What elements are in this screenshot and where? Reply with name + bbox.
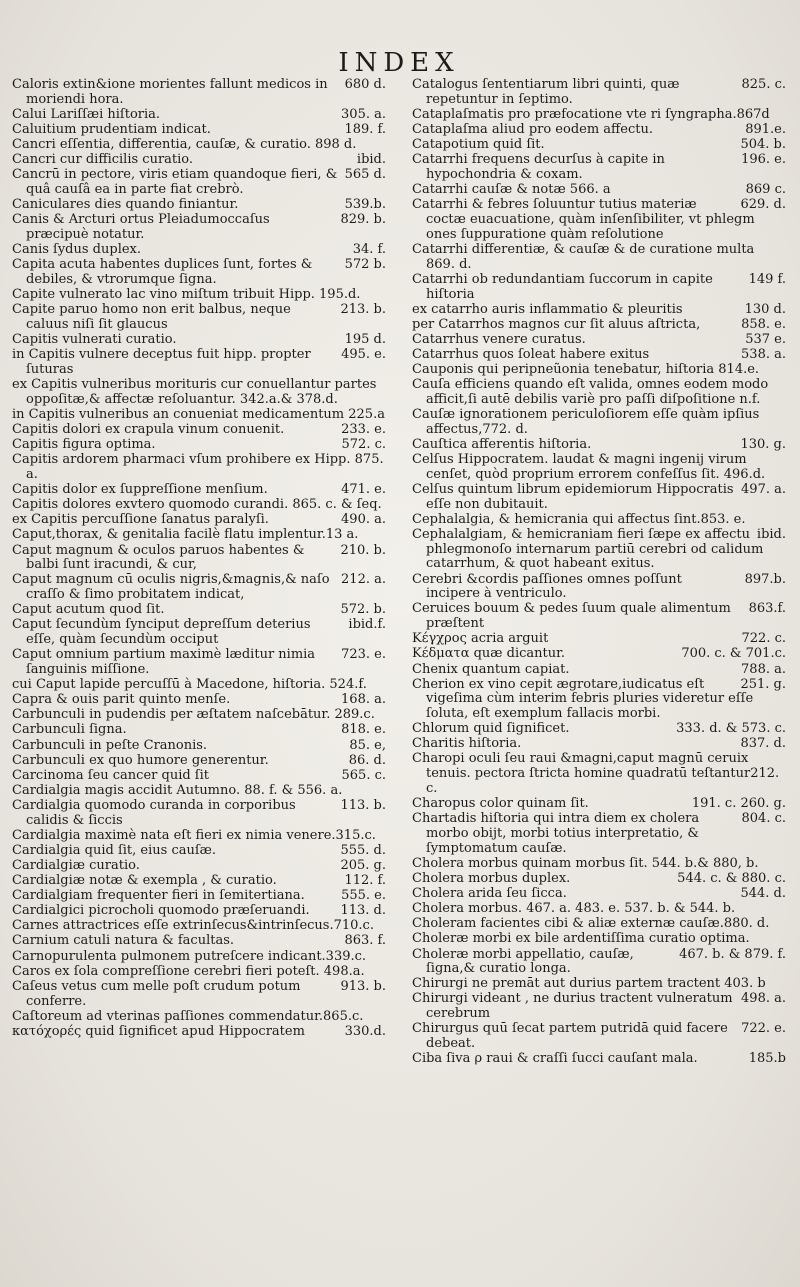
index-entry — [12, 108, 386, 123]
index-entry — [12, 513, 386, 528]
index-entry-text: Catarrhi ob redundantiam ſuccorum in capite hiſtoria — [412, 271, 713, 302]
index-entry — [412, 632, 786, 647]
index-entry-text: Charopus color quinam ſit. — [412, 796, 589, 812]
index-entry-text: Choleræ morbi appellatio, cauſæ, ſigna,& curatio longa. — [412, 946, 634, 977]
index-entry-text: Catarrhi & febres ſoluuntur tutius materiæ coctæ euacuatione, quàm inſenſibiliter, vt phlegm ones ſuppuratione quàm reſolutione — [412, 197, 755, 242]
index-entry-text: Capitis vulnerati curatio. — [12, 332, 177, 348]
index-columns — [12, 78, 786, 1067]
index-entry-text: Capitis ardorem pharmaci vſum prohibere ex Hipp. 875. a. — [12, 452, 384, 483]
index-entry-text: Κέγχρος acria arguit — [412, 631, 549, 647]
index-entry-text: Catapotium quid ſit. — [412, 137, 545, 153]
index-entry-reference: 305. a. — [341, 106, 386, 122]
index-entry-reference: 113. d. — [340, 903, 386, 919]
index-entry — [12, 288, 386, 303]
index-entry — [412, 917, 786, 932]
index-entry — [412, 408, 786, 438]
index-entry-reference: 722. e. — [741, 1021, 786, 1037]
index-entry-text: Caluitium prudentiam indicat. — [12, 121, 211, 137]
index-entry-reference: 891.e. — [745, 121, 786, 137]
index-entry-text: Catarrhi cauſæ & notæ 566. a — [412, 182, 611, 198]
index-entry — [412, 453, 786, 483]
index-entry — [12, 708, 386, 723]
index-entry-reference: 85. e, — [349, 737, 386, 753]
index-entry-text: Cauſtica afferentis hiſtoria. — [412, 436, 592, 452]
index-entry-reference: 565. c. — [341, 767, 386, 783]
index-entry-text: Catarrhi frequens decurſus à capite in hypochondria & coxam. — [412, 152, 665, 182]
index-entry-text: Κέδματα quæ dicantur. — [412, 646, 566, 662]
index-entry — [12, 378, 386, 408]
index-entry-text: Cataplaſmatis pro præfocatione vte ri ſyngrapha.867d — [412, 106, 770, 122]
index-entry — [12, 258, 386, 288]
page-title: INDEX — [338, 48, 460, 78]
index-entry-text: Cardialgiæ curatio. — [12, 858, 140, 874]
index-entry-text: Catarrhus venere curatus. — [412, 331, 586, 347]
index-entry-text: Catarrhus quos ſoleat habere exitus — [412, 346, 650, 362]
index-entry — [412, 678, 786, 722]
index-entry — [412, 273, 786, 303]
index-entry-text: Cholera morbus quinam morbus ſit. 544. b.& 880, b. — [412, 855, 759, 871]
index-entry-text: Cataplaſma aliud pro eodem affectu. — [412, 121, 653, 137]
index-entry — [12, 123, 386, 138]
index-entry-text: Choleram facientes cibi & aliæ externæ cauſæ.880. d. — [412, 916, 770, 932]
index-entry — [12, 648, 386, 678]
index-entry-reference: 680 d. — [344, 77, 386, 92]
index-entry-reference: 913. b. — [340, 978, 386, 994]
index-entry — [12, 198, 386, 213]
index-entry-text: Chenix quantum capiat. — [412, 661, 570, 677]
index-entry-text: Ceruices bouum & pedes ſuum quale alimentum præſtent — [412, 601, 731, 632]
index-entry-reference: 467. b. & 879. f. — [679, 946, 786, 962]
index-entry-text: ex Capitis percuſſione ſanatus paralyſi. — [12, 512, 269, 528]
index-entry-text: ex Capitis vulneribus morituris cur conuellantur partes oppoſitæ,& affectæ reſoluantur. 342.a.& 378.d. — [12, 377, 377, 407]
index-entry-reference: 700. c. & 701.c. — [681, 646, 786, 662]
index-entry-text: Chlorum quid ſignificet. — [412, 721, 570, 737]
index-entry-text: Cerebri &cordis paſſiones omnes poſſunt incipere à ventriculo. — [412, 571, 682, 602]
index-entry-text: Cardialgia maximè nata eſt fieri ex nimia venere.315.c. — [12, 827, 376, 843]
index-entry — [12, 138, 386, 153]
index-entry — [412, 977, 786, 992]
index-entry — [12, 573, 386, 603]
index-entry — [12, 153, 386, 168]
index-entry-text: Chartadis hiſtoria qui intra diem ex cholera morbo obijt, morbi totius interpretatio, & ſymptomatum cauſæ. — [412, 811, 700, 856]
index-entry-text: Cardialgia magis accidit Autumno. 88. f. & 556. a. — [12, 782, 343, 798]
index-entry-reference: 233. e. — [341, 422, 386, 438]
index-entry-text: Capitis dolor ex ſuppreſſione menſium. — [12, 482, 268, 498]
index-entry-text: Cholera morbus. 467. a. 483. e. 537. b. & 544. b. — [412, 901, 736, 917]
index-entry — [12, 723, 386, 738]
index-entry-reference: 863. f. — [344, 933, 386, 949]
index-column-left — [12, 78, 386, 1067]
index-entry-text: Cephalalgiam, & hemicraniam fieri ſæpe ex affectu phlegmonoſo internarum partiū cerebri od calidum catarrhum, & quot habeant exitus. — [412, 526, 764, 572]
index-entry-text: Cardialgici picrocholi quomodo præſeruandi. — [12, 903, 310, 919]
index-entry-reference: 897.b. — [744, 571, 786, 587]
index-entry-reference: 205. g. — [340, 858, 386, 874]
index-entry-reference: 495. e. — [341, 347, 386, 363]
index-entry-reference: 544. d. — [740, 886, 786, 902]
index-entry-text: Calui Lariſſæi hiſtoria. — [12, 106, 161, 122]
index-entry-text: Choleræ morbi ex bile ardentiſſima curatio optima. — [412, 931, 750, 947]
index-entry-text: Cardialgiam frequenter fieri in ſemitertiana. — [12, 888, 305, 904]
index-entry-text: Caſtoreum ad vterinas paſſiones commendatur.865.c. — [12, 1008, 364, 1024]
index-entry — [12, 423, 386, 438]
index-entry-text: Ciba ſiva ρ raui & craſſi ſucci cauſant mala. — [412, 1051, 698, 1067]
index-entry — [12, 889, 386, 904]
index-entry-text: Carnes attractrices eſſe extrinſecus&intrinſecus.710.c. — [12, 918, 374, 934]
index-entry — [412, 198, 786, 242]
index-entry-text: Caput omnium partium maximè læditur nimia ſanguinis miſſione. — [12, 647, 316, 678]
index-entry-text: Capra & ouis parit quinto menſe. — [12, 692, 231, 708]
index-entry — [412, 932, 786, 947]
index-entry-text: κατόχορές quid ſignificet apud Hippocratem — [12, 1023, 305, 1039]
index-entry-text: Carbunculi ex quo humore generentur. — [12, 752, 269, 768]
index-entry-reference: 825. c. — [741, 77, 786, 92]
index-entry-text: Celſus quintum librum epidemiorum Hippocratis eſſe non dubitauit. — [412, 481, 734, 512]
index-entry-reference: 168. a. — [341, 692, 386, 708]
index-entry — [12, 754, 386, 769]
index-entry-text: Caniculares dies quando finiantur. — [12, 197, 239, 213]
index-entry-text: Caros ex ſola compreſſione cerebri fieri poteſt. 498.a. — [12, 963, 365, 979]
index-entry-text: Capitis figura optima. — [12, 437, 156, 453]
index-entry-reference: 544. c. & 880. c. — [677, 871, 786, 887]
index-entry — [12, 784, 386, 799]
index-entry-reference: 330.d. — [344, 1023, 386, 1039]
index-entry — [412, 123, 786, 138]
index-entry-text: Capita acuta habentes duplices ſunt, fortes & debiles, & vtrorumque ſigna. — [12, 257, 313, 288]
index-entry-reference: 837. d. — [740, 736, 786, 752]
index-entry-text: Carcinoma ſeu cancer quid ſit — [12, 767, 209, 783]
index-entry-text: Carbunculi in peſte Cranonis. — [12, 737, 208, 753]
index-entry — [12, 213, 386, 243]
index-entry-reference: 251. g. — [740, 676, 786, 692]
index-entry-text: Cancri cur difficilis curatio. — [12, 152, 194, 168]
index-entry-reference: 818. e. — [341, 722, 386, 738]
index-entry-reference: 829. b. — [340, 212, 386, 228]
index-entry-reference: 86. d. — [348, 752, 386, 768]
index-entry-reference: 212. a. — [341, 572, 386, 588]
index-entry — [412, 663, 786, 678]
index-entry — [12, 528, 386, 543]
index-entry-text: per Catarrhos magnos cur ſit aluus aſtricta, — [412, 316, 701, 332]
index-entry — [412, 483, 786, 513]
index-entry — [412, 333, 786, 348]
index-entry — [12, 919, 386, 934]
index-entry — [12, 1010, 386, 1025]
index-entry-reference: 333. d. & 573. c. — [676, 721, 786, 737]
index-entry — [12, 618, 386, 648]
index-entry-text: Cardialgia quomodo curanda in corporibus calidis & ſiccis — [12, 797, 296, 828]
index-entry-text: Capite vulnerato lac vino miſtum tribuit Hipp. 195.d. — [12, 287, 361, 303]
index-entry — [412, 872, 786, 887]
index-entry — [412, 722, 786, 737]
index-entry — [412, 243, 786, 273]
index-entry-reference: 130. g. — [740, 436, 786, 452]
index-entry-text: Chirurgi ne premāt aut durius partem tractent 403. b — [412, 976, 766, 992]
index-entry — [12, 348, 386, 378]
index-entry — [12, 799, 386, 829]
index-entry — [412, 797, 786, 812]
index-entry-reference: 788. a. — [741, 661, 786, 677]
index-entry-text: Cauſæ ignorationem periculoſiorem eſſe quàm ipſius affectus,772. d. — [412, 406, 760, 437]
index-entry — [12, 844, 386, 859]
index-entry-reference: 112. f. — [344, 873, 386, 889]
index-entry-text: Cancrū in pectore, viris etiam quandoque fieri, & quâ cauſâ ea in parte fiat crebrò. — [12, 167, 338, 198]
index-entry — [412, 812, 786, 856]
index-entry — [12, 934, 386, 949]
index-entry-text: Cholera morbus duplex. — [412, 871, 571, 887]
index-entry — [412, 737, 786, 752]
index-entry — [412, 752, 786, 796]
index-entry-reference: 723. e. — [341, 647, 386, 663]
index-entry — [412, 902, 786, 917]
index-entry-text: Caput ſecundùm ſynciput depreſſum deterius eſſe, quàm ſecundùm occiput — [12, 617, 311, 648]
index-entry-text: Cancri eſſentia, differentia, cauſæ, & curatio. 898 d. — [12, 137, 357, 153]
index-entry — [12, 483, 386, 498]
index-entry — [412, 528, 786, 572]
index-entry — [412, 948, 786, 978]
index-entry-text: Carbunculi in pudendis per æſtatem naſcebātur. 289.c. — [12, 707, 375, 723]
index-entry — [12, 950, 386, 965]
index-entry-text: Cherion ex vino cepit ægrotare,iudicatus eſt vigeſima cùm interim febris pluries videretur eſſe ſoluta, eſt exemplum fallacis morbi. — [412, 676, 754, 722]
index-entry-text: Catarrhi differentiæ, & cauſæ & de curatione multa 869. d. — [412, 241, 755, 272]
index-entry-text: Chirurgi videant , ne durius tractent vulneratum cerebrum — [412, 991, 733, 1022]
index-column-right — [412, 78, 786, 1067]
index-entry-text: Celſus Hippocratem. laudat & magni ingenij virum cenſet, quòd proprium errorem confeſſus ſit. 496.d. — [412, 451, 766, 482]
index-entry — [12, 498, 386, 513]
index-entry — [412, 303, 786, 318]
index-entry-reference: 113. b. — [340, 797, 386, 813]
index-entry — [12, 453, 386, 483]
index-entry-reference: 210. b. — [340, 542, 386, 558]
index-entry — [12, 1025, 386, 1040]
index-entry — [12, 303, 386, 333]
index-entry-text: in Capitis vulnere deceptus fuit hipp. propter ſuturas — [12, 347, 311, 377]
index-entry-reference: ibid.f. — [348, 617, 386, 633]
index-entry-reference: 539.b. — [344, 197, 386, 213]
index-entry-reference: 471. e. — [341, 482, 386, 498]
index-entry — [12, 980, 386, 1010]
index-entry — [12, 333, 386, 348]
index-entry — [412, 138, 786, 153]
index-entry — [412, 363, 786, 378]
index-entry-text: Cauponis qui peripneũonia tenebatur, hiſtoria 814.e. — [412, 362, 760, 377]
index-entry-text: Caput magnum cū oculis nigris,&magnis,& naſo craſſo & ſimo probitatem indicat, — [12, 572, 330, 603]
index-entry — [412, 857, 786, 872]
index-entry — [12, 438, 386, 453]
index-entry-text: Carnium catuli natura & facultas. — [12, 933, 235, 949]
index-entry — [412, 348, 786, 363]
index-entry-text: Carnopurulenta pulmonem putreſcere indicant.339.c. — [12, 948, 367, 964]
index-entry — [412, 78, 786, 108]
index-entry — [12, 859, 386, 874]
index-entry-text: Caloris extin&ione morientes fallunt medicos in moriendi hora. — [12, 77, 328, 107]
index-entry — [12, 168, 386, 198]
index-entry-reference: 213. b. — [340, 302, 386, 318]
index-entry — [12, 693, 386, 708]
index-entry-reference: 804. c. — [741, 811, 786, 827]
index-entry — [412, 647, 786, 662]
index-entry-reference: 189. f. — [344, 121, 386, 137]
index-entry-text: Caput magnum & oculos paruos habentes & balbi ſunt iracundi, & cur, — [12, 542, 305, 573]
index-entry — [12, 965, 386, 980]
index-entry-text: Cholera arida ſeu ſicca. — [412, 886, 567, 902]
index-entry-text: Carbunculi ſigna. — [12, 722, 127, 738]
index-entry-text: Capitis dolori ex crapula vinum conuenit. — [12, 422, 285, 438]
index-entry-reference: 34. f. — [352, 242, 386, 258]
index-entry — [412, 318, 786, 333]
index-entry-text: Capitis dolores exvtero quomodo curandi. 865. c. & ſeq. — [12, 497, 382, 513]
index-entry-text: Canis ſydus duplex. — [12, 242, 142, 258]
index-entry — [12, 678, 386, 693]
index-entry-reference: 555. d. — [340, 842, 386, 858]
index-entry — [12, 904, 386, 919]
index-entry-text: Charitis hiſtoria. — [412, 736, 522, 752]
index-entry — [412, 108, 786, 123]
index-entry-reference: 196. e. — [741, 152, 786, 168]
index-entry — [12, 408, 386, 423]
index-entry-text: Caſeus vetus cum melle poſt crudum potum conferre. — [12, 978, 301, 1009]
index-entry-reference: 504. b. — [740, 137, 786, 153]
index-entry-text: Cauſa efficiens quando eſt valida, omnes eodem modo afficit,ſi autē debilis variè pro paſſi diſpoſitione n.f. — [412, 377, 769, 407]
index-entry-text: Cephalalgia, & hemicrania qui affectus ſint.853. e. — [412, 511, 746, 527]
index-entry — [12, 78, 386, 108]
index-entry-text: ex catarrho auris inflammatio & pleuritis — [412, 301, 683, 317]
index-entry — [12, 603, 386, 618]
index-entry-reference: 149 f. — [748, 271, 786, 287]
index-entry — [12, 874, 386, 889]
index-entry-reference: 538. a. — [741, 346, 786, 362]
index-entry — [412, 1022, 786, 1052]
index-entry-text: Charopi oculi ſeu raui &magni,caput magnū ceruix tenuis. pectora ſtricta homine quadratū teſtantur212. c. — [412, 751, 780, 797]
index-entry-reference: 565 d. — [344, 167, 386, 183]
index-entry — [12, 544, 386, 574]
index-entry-reference: 869 c. — [745, 182, 786, 198]
index-entry-text: Cardialgia quid ſit, eius cauſæ. — [12, 842, 217, 858]
index-entry-reference: 555. e. — [341, 888, 386, 904]
index-entry — [12, 829, 386, 844]
index-entry — [412, 887, 786, 902]
index-entry-reference: 572 b. — [344, 257, 386, 273]
index-entry-reference: 195 d. — [344, 332, 386, 348]
index-entry-text: cui Caput lapide percuſſū à Macedone, hiſtoria. 524.f. — [12, 677, 367, 693]
index-entry-reference: 185.b — [748, 1051, 786, 1067]
index-entry-text: Caput acutum quod ſit. — [12, 602, 165, 618]
index-entry-text: Capite paruo homo non erit balbus, neque caluus niſi ſit glaucus — [12, 302, 291, 333]
index-entry — [412, 602, 786, 632]
index-entry-text: Cardialgiæ notæ & exempla , & curatio. — [12, 873, 277, 889]
index-entry-reference: 191. c. 260. g. — [691, 796, 786, 812]
index-entry — [12, 769, 386, 784]
index-entry-text: Caput,thorax, & genitalia facilè flatu implentur.13 a. — [12, 527, 359, 543]
index-entry-reference: 629. d. — [740, 197, 786, 213]
index-entry — [12, 243, 386, 258]
index-entry-reference: 863.f. — [748, 601, 786, 617]
index-entry-reference: 130 d. — [744, 301, 786, 317]
index-entry-reference: 572. b. — [340, 602, 386, 618]
index-entry — [12, 739, 386, 754]
index-entry-reference: ibid. — [756, 526, 786, 542]
index-entry-reference: 572. c. — [341, 437, 386, 453]
index-entry — [412, 153, 786, 183]
index-entry — [412, 378, 786, 408]
index-entry — [412, 438, 786, 453]
index-entry-reference: 498. a. — [741, 991, 786, 1007]
index-entry-text: Chirurgus quū ſecat partem putridā quid facere debeat. — [412, 1021, 728, 1052]
index-entry — [412, 513, 786, 528]
index-entry — [412, 183, 786, 198]
index-entry-reference: 722. c. — [741, 631, 786, 647]
index-entry — [412, 1052, 786, 1067]
index-entry-reference: 858. e. — [741, 316, 786, 332]
index-entry — [412, 992, 786, 1022]
index-entry-text: in Capitis vulneribus an conueniat medicamentum 225.a — [12, 406, 385, 422]
index-entry-reference: 497. a. — [741, 481, 786, 497]
index-entry-text: Catalogus ſententiarum libri quinti, quæ repetuntur in ſeptimo. — [412, 77, 680, 107]
index-entry-reference: 490. a. — [341, 512, 386, 528]
index-entry-reference: 537 e. — [745, 331, 786, 347]
index-entry — [412, 573, 786, 603]
index-entry-text: Canis & Arcturi ortus Pleiadumoccaſus præcipuè notatur. — [12, 212, 270, 243]
index-entry-reference: ibid. — [356, 152, 386, 168]
